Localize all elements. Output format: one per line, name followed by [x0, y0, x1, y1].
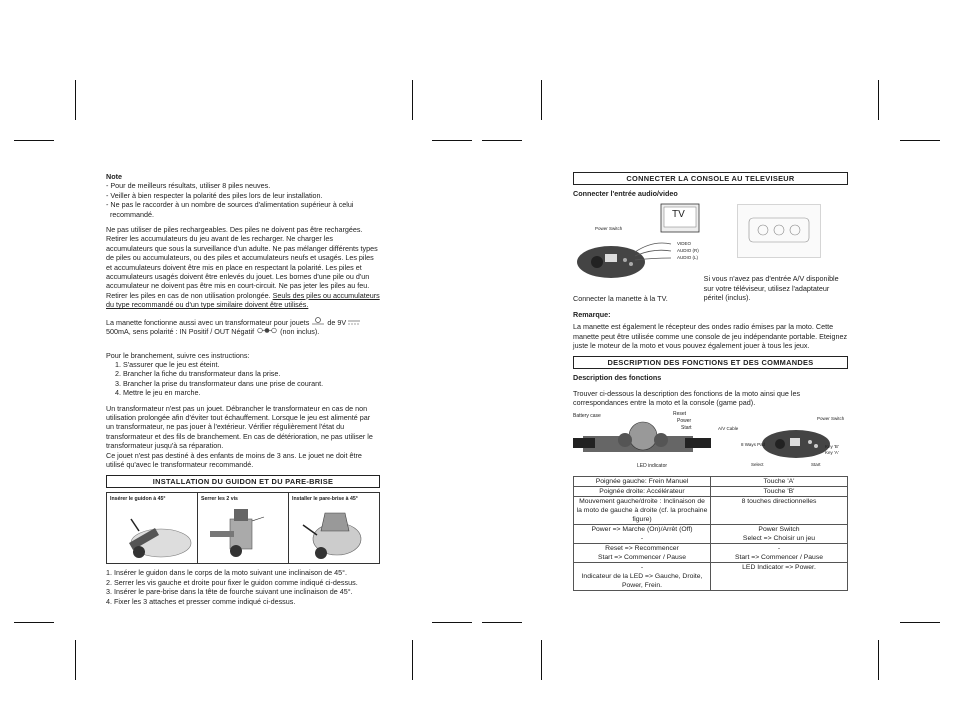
install-panel: [198, 493, 289, 563]
note-item: - Ne pas le raccorder à un nombre de sources d'alimentation supérieur à celui recommandé.: [106, 200, 354, 219]
console-function-cell: LED Indicator => Power.: [711, 562, 848, 590]
adapter-note: (non inclus).: [280, 327, 320, 337]
install-steps: [106, 568, 380, 606]
age-paragraph: Ce jouet n'est pas destiné à des enfants de moins de 3 ans. Le jouet ne doit être utilisé qu'avec le transformateur recommandé.: [106, 450, 362, 469]
table-row: [574, 543, 848, 562]
table-row: [574, 496, 848, 524]
install-figure: [106, 492, 380, 564]
crop-mark: [900, 622, 940, 623]
adapter-text: La manette fonctionne aussi avec un transformateur pour jouets: [106, 317, 310, 327]
pad-label: Start: [811, 461, 821, 467]
note-title: Note: [106, 172, 122, 181]
dc-symbol-icon: [348, 319, 360, 325]
pad-label: Key 'A': [825, 449, 839, 455]
console-function-cell: 8 touches directionnelles: [711, 496, 848, 524]
remark-text: La manette est également le récepteur des ondes radio émises par la moto. Cette manette peut être utilisée comme une console de jeu indépendante portable. Eteignez juste le moteur de la moto et vous pouvez également jouer à tous les jeux.: [573, 322, 848, 351]
moto-function-cell: Mouvement gauche/droite : Inclinaison de la moto de gauche à droite (cf. la prochaine figure): [574, 496, 711, 524]
crop-mark: [878, 80, 879, 120]
adapter-paragraph: [106, 316, 380, 337]
moto-function-cell: - Indicateur de la LED => Gauche, Droite, Power, Frein.: [574, 562, 711, 590]
moto-label: Reset: [673, 410, 687, 417]
crop-mark: [14, 622, 54, 623]
battery-text: Ne pas utiliser de piles rechargeables. Des piles ne doivent pas être rechargées. Retirer les accumulateurs du jeu avant de les recharger. Ne charger les accumulateurs que sous la surveillance d'un adulte. Ne pas mélanger différents types de piles ou accumulateurs, ou des piles et accumulateurs neufs et usagés. Les piles et accumulateurs doivent être mis en place en respectant la polarité. Les piles et accumulateurs usagés doivent être enlevés du jouet. Les bornes d'une pile ou d'un accumulateur ne doivent pas être mis en court-circuit. Ne pas jeter les piles au feu. Retirer les piles en cas de non utilisation prolongée.: [106, 225, 378, 300]
list-item: 2. Serrer les vis gauche et droite pour fixer le guidon comme indiqué ci-dessus.: [106, 577, 358, 587]
moto-label: Battery case: [573, 412, 601, 419]
install-panel: [289, 493, 379, 563]
install-panel-label: Installer le pare-brise à 45°: [292, 496, 358, 503]
pad-label: A/V Cable: [718, 425, 739, 431]
connect-steps: [106, 360, 380, 398]
list-item: 4. Fixer les 3 attaches et presser comme indiqué ci-dessus.: [106, 596, 296, 606]
connect-caption: Connecter la manette à la TV.: [573, 294, 668, 304]
crop-mark: [432, 622, 472, 623]
functions-section-title: DESCRIPTION DES FONCTIONS ET DES COMMANDES: [573, 356, 848, 369]
crop-mark: [878, 640, 879, 680]
crop-mark: [75, 640, 76, 680]
tv-label: TV: [672, 209, 685, 221]
install-panel: [107, 493, 198, 563]
adapter-voltage: de 9V: [327, 317, 347, 327]
console-function-cell: - Start => Commencer / Pause: [711, 543, 848, 562]
left-page: [106, 172, 380, 606]
adapter-symbol-icon: [311, 316, 325, 325]
crop-mark: [541, 640, 542, 680]
crop-mark: [75, 80, 76, 120]
av-port-label: VIDEO: [677, 241, 692, 247]
table-row: [574, 486, 848, 496]
table-row: [574, 476, 848, 486]
screws-illustration: [200, 505, 286, 561]
console-function-cell: Touche 'A': [711, 476, 848, 486]
pad-label: Power Switch: [817, 415, 845, 421]
moto-function-cell: Poignée gauche: Frein Manuel: [574, 476, 711, 486]
battery-paragraph: [106, 225, 380, 310]
functions-figure: [573, 410, 848, 472]
battery-underlined-text: Seuls des piles ou accumulateurs du type recommandé ou d'un type similaire doivent être utilisés.: [106, 290, 380, 310]
crop-mark: [900, 140, 940, 141]
functions-subtitle: Description des fonctions: [573, 373, 662, 383]
note-item: - Veiller à bien respecter la polarité des piles lors de leur installation.: [106, 190, 323, 200]
install-panel-label: Serrer les 2 vis: [201, 496, 238, 503]
right-page: [573, 172, 848, 591]
list-item: 1. Insérer le guidon dans le corps de la moto suivant une inclinaison de 45°.: [106, 568, 348, 578]
crop-mark: [541, 80, 542, 120]
remark-title: Remarque:: [573, 309, 611, 319]
av-port-label: AUDIO (L): [677, 255, 699, 261]
crop-mark: [482, 622, 522, 623]
list-item: 3. Insérer le pare-brise dans la tête de fourche suivant une inclinaison de 45°.: [106, 587, 353, 597]
list-item: 2. Brancher la fiche du transformateur dans la prise.: [115, 369, 281, 379]
pad-label: Select: [751, 461, 764, 467]
av-port-label: AUDIO (R): [677, 248, 699, 254]
power-switch-label: Power Switch: [595, 226, 623, 232]
table-row: [574, 524, 848, 543]
polarity-symbol-icon: [256, 327, 278, 334]
note-list: [106, 181, 380, 219]
moto-function-cell: Power => Marche (On)/Arrêt (Off) -: [574, 524, 711, 543]
scart-caption: Si vous n'avez pas d'entrée A/V disponible sur votre téléviseur, utilisez l'adaptateur péritel (inclus).: [703, 274, 839, 303]
crop-mark: [412, 640, 413, 680]
moto-label: LED indicator: [637, 462, 668, 469]
moto-function-cell: Poignée droite: Accélérateur: [574, 486, 711, 496]
tv-section-title: CONNECTER LA CONSOLE AU TELEVISEUR: [573, 172, 848, 185]
scart-adapter-illustration: [737, 204, 821, 258]
console-function-cell: Touche 'B': [711, 486, 848, 496]
install-panel-label: Insérer le guidon à 45°: [110, 496, 166, 503]
list-item: 3. Brancher la prise du transformateur dans une prise de courant.: [115, 378, 324, 388]
list-item: 1. S'assurer que le jeu est éteint.: [115, 359, 220, 369]
crop-mark: [412, 80, 413, 120]
install-section-title: INSTALLATION DU GUIDON ET DU PARE-BRISE: [106, 475, 380, 488]
av-ports: [677, 240, 699, 261]
transformer-paragraph: Un transformateur n'est pas un jouet. Débrancher le transformateur en cas de non utilisation prolongée afin d'éviter tout échauffement. Lorsque le jeu est alimenté par un transformateur, ne pas jouer à l'extérieur. Vérifier régulièrement l'état du transformateur et des fils de branchement. En cas de détérioration, ne pas utiliser le transformateur jusqu'à sa réparation.: [106, 403, 373, 451]
moto-label: Start: [681, 424, 692, 431]
pad-label: Key 'B': [825, 443, 839, 449]
adapter-polarity: 500mA, sens polarité : IN Positif / OUT Négatif: [106, 327, 255, 337]
functions-intro: Trouver ci-dessous la description des fonctions de la moto ainsi que les correspondances entre la moto et la console (game pad).: [573, 388, 801, 408]
moto-label: Power: [677, 417, 692, 424]
list-item: 4. Mettre le jeu en marche.: [115, 388, 201, 398]
note-item: - Pour de meilleurs résultats, utiliser 8 piles neuves.: [106, 181, 271, 191]
table-row: [574, 562, 848, 590]
moto-function-cell: Reset => Recommencer Start => Commencer / Pause: [574, 543, 711, 562]
crop-mark: [14, 140, 54, 141]
windshield-illustration: [291, 505, 377, 561]
av-subtitle: Connecter l'entrée audio/video: [573, 189, 678, 198]
console-function-cell: Power Switch Select => Choisir un jeu: [711, 524, 848, 543]
crop-mark: [432, 140, 472, 141]
crop-mark: [482, 140, 522, 141]
tv-connection-figure: [573, 198, 848, 284]
handlebar-illustration: [109, 505, 195, 561]
pad-label: 8 Ways Pad: [741, 441, 766, 447]
functions-table: [573, 476, 848, 591]
connect-intro: Pour le branchement, suivre ces instructions:: [106, 350, 250, 360]
